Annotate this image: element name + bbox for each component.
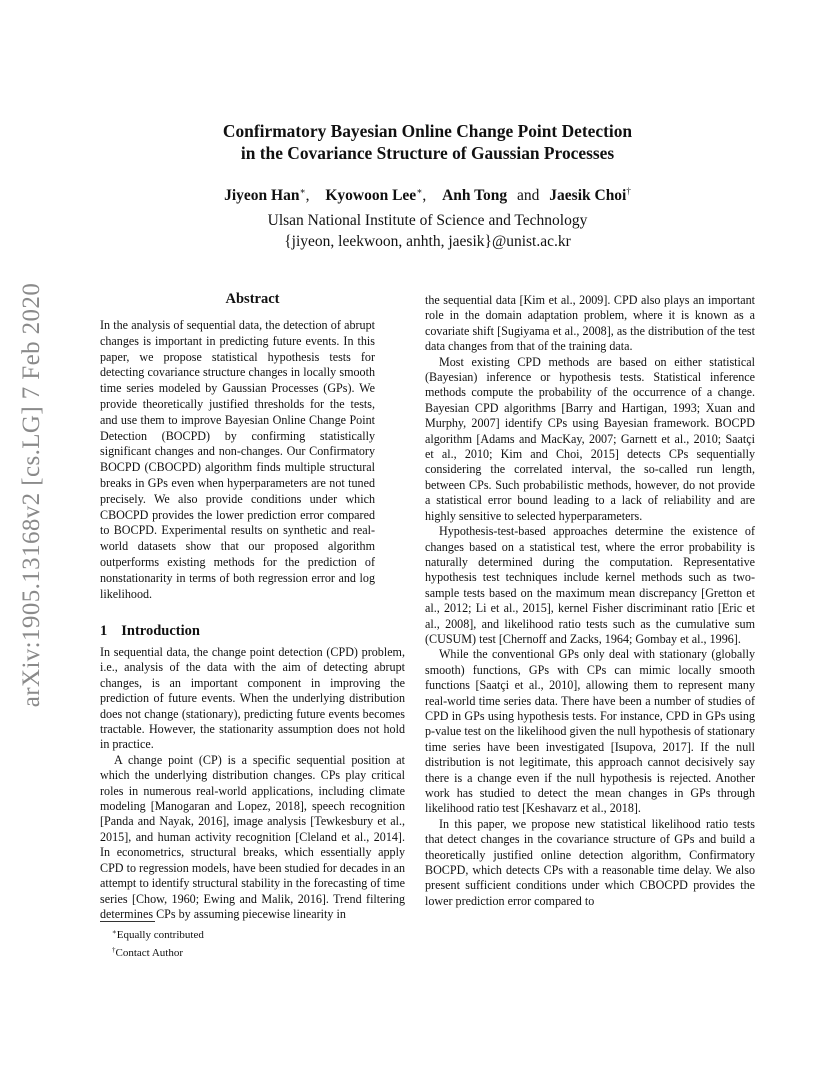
arxiv-identifier: arXiv:1905.13168v2 [cs.LG] 7 Feb 2020 [18, 282, 45, 708]
abstract-text: In the analysis of sequential data, the detection of abrupt changes is important in predicting future events. In this paper, we propose statistical hypothesis tests for detecting covariance structure changes in locally smooth time series modeled by Gaussian Processes (GPs). We provide theoretically justified thresholds for the tests, and use them to improve Bayesian Online Change Point Detection (BOCPD) by confirming statistically significant changes and non-changes. Our Confirmatory BOCPD (CBOCPD) algorithm finds multiple structural breaks in GPs even when hyperparameters are not tuned precisely. We also provide conditions under which CBOCPD provides the lower prediction error compared to BOCPD. Experimental results on synthetic and real-world datasets show that our proposed algorithm outperforms existing methods for the prediction of nonstationarity in terms of both regression error and log likelihood. [100, 318, 375, 601]
author-name: Kyowoon Lee [325, 187, 417, 204]
affiliation-block [100, 210, 755, 252]
footnote-mark: † [112, 946, 116, 954]
paragraph: In sequential data, the change point detection (CPD) problem, i.e., analysis of the data with the aim of detecting abrupt changes, is an important component in improving the prediction of future events. When the underlying distribution does not change (stationary), predicting future events becomes tractable. However, the stationarity assumption does not hold in practice. [100, 645, 405, 752]
author-name: Jaesik Choi [549, 187, 627, 204]
title-line-2: in the Covariance Structure of Gaussian Processes [240, 143, 615, 163]
paper-title [100, 120, 755, 164]
intro-left-column [100, 645, 405, 922]
author-list [100, 186, 755, 205]
author-emails: {jiyeon, leekwoon, anhth, jaesik}@unist.ac.kr [284, 233, 571, 250]
paragraph: Most existing CPD methods are based on either statistical (Bayesian) inference or hypothesis tests. Statistical inference methods compute the probability of the occurrence of a change. Bayesian CPD algorithms [Barry and Hartigan, 1993; Xuan and Murphy, 2007] identify CPs using Bayesian framework. BOCPD algorithm [Adams and MacKay, 2007; Garnett et al., 2010; Saatçi et al., 2010; Kim and Choi, 2015] detects CPs sequentially considering the correlated interval, the so-called run length, between CPs. Such probabilistic methods, however, do not provide a statistical error bound leading to a lack of reliability and are highly sensitive to selected hyperparameters. [425, 354, 755, 523]
author-mark: † [626, 186, 631, 196]
paragraph: A change point (CP) is a specific sequential position at which the underlying distribution changes. CPs play critical roles in numerous real-world applications, including climate modeling [Manogaran and Lopez, 2018], speech recognition [Panda and Nayak, 2016], image analysis [Tewkesbury et al., 2015], and human activity recognition [Cleland et al., 2014]. In econometrics, structural breaks, which essentially apply CPD to regression models, have been studied for decades in an attempt to identify structural stability in the forecasting of time series [Chow, 1960; Ewing and Malik, 2016]. Trend filtering determines CPs by assuming piecewise linearity in [100, 752, 405, 921]
footnote: ∗Equally contributed [112, 928, 204, 941]
title-line-1: Confirmatory Bayesian Online Change Point Detection [222, 121, 633, 141]
author-separator: , [305, 187, 310, 204]
abstract-heading: Abstract [225, 291, 280, 307]
paragraph: Hypothesis-test-based approaches determine the existence of changes based on a statistical test, where the error probability is naturally determined during the computation. Representative hypothesis test techniques include kernel methods such as two-sample tests based on the maximum mean discrepancy [Gretton et al., 2012; Li et al., 2015], kernel Fisher discriminant ratio [Eric et al., 2008], and likelihood ratio tests such as the cumulative sum (CUSUM) test [Chernoff and Zacks, 1964; Gombay et al., 1996]. [425, 524, 755, 646]
section-number: 1 [100, 623, 108, 639]
footnotes [100, 925, 405, 961]
section-heading [100, 623, 200, 640]
author-mark: ∗ [416, 186, 423, 196]
author-mark: ∗ [299, 186, 306, 196]
paragraph: In this paper, we propose new statistical likelihood ratio tests that detect changes in the covariance structure of GPs and build a theoretically justified online detection algorithm, Confirmatory BOCPD, which detects CPs with a reasonable time delay. We also present sufficient conditions under which CBOCPD provides the lower prediction error compared to [425, 816, 755, 908]
right-column [425, 293, 755, 909]
paragraph: While the conventional GPs only deal with stationary (globally smooth) functions, GPs with CPs can mimic locally smooth functions [Saatçi et al., 2010], allowing them to represent many real-world time series data. There have been a number of studies of CPD in GPs using hypothesis tests. For instance, CPD in GPs using p-value test on the likelihood given the null hypothesis of stationary time series have been investigated [Isupova, 2017]. If the null distribution is not legitimate, this approach cannot decisively say there is a change even if the null hypothesis is rejected. Another work has studied to detect the mean changes in GPs through likelihood ratio test [Keshavarz et al., 2018]. [425, 647, 755, 816]
affiliation: Ulsan National Institute of Science and Technology [267, 212, 588, 229]
author-separator: and [517, 187, 540, 204]
author-name: Jiyeon Han [224, 187, 300, 204]
section-title: Introduction [121, 623, 200, 639]
footnote-rule [100, 921, 155, 922]
footnote-mark: ∗ [112, 928, 117, 936]
author-name: Anh Tong [442, 187, 508, 204]
footnote: †Contact Author [112, 946, 184, 959]
author-separator: , [422, 187, 427, 204]
paragraph: the sequential data [Kim et al., 2009]. CPD also plays an important role in the domain adaptation problem, where it is known as a covariate shift [Sugiyama et al., 2008], as the distribution of the test data changes from that of the training data. [425, 293, 755, 354]
